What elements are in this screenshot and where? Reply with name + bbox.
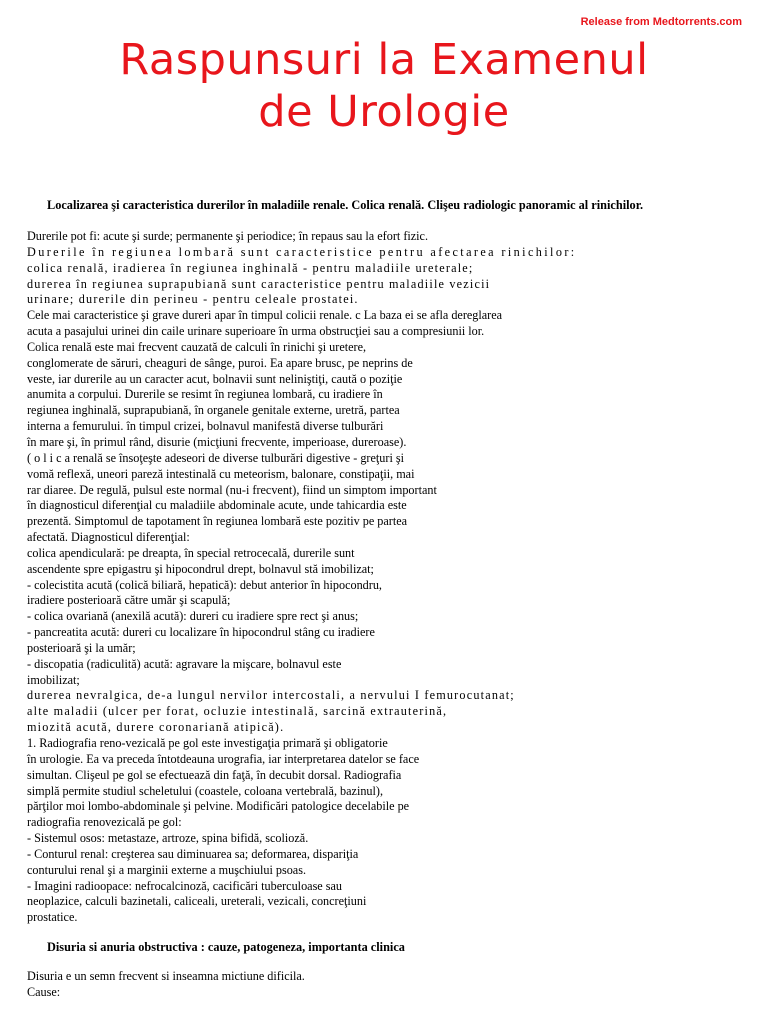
- text-line: durerea în regiunea suprapubiană sunt caracteristice pentru maladiile vezicii: [27, 276, 491, 291]
- text-line: interna a femurului. în timpul crizei, bolnavul manifestă diverse tulburări: [27, 419, 384, 434]
- text-line: conglomerate de săruri, cheaguri de sânge, puroi. Ea apare brusc, pe neprins de: [27, 355, 413, 370]
- section-heading: Disuria si anuria obstructiva : cauze, patogeneza, importanta clinica: [47, 940, 405, 955]
- text-line: acuta a pasajului urinei din caile urinare superioare în urma obstrucţiei sau a compresiunii lor.: [27, 324, 485, 339]
- text-line: Disuria e un semn frecvent si inseamna mictiune dificila.: [27, 969, 305, 984]
- text-line: ascendente spre epigastru şi hipocondrul drept, bolnavul stă imobilizat;: [27, 561, 374, 576]
- text-line: - discopatia (radiculită) acută: agravare la mişcare, bolnavul este: [27, 656, 342, 671]
- text-line: - colecistita acută (colică biliară, hepatică): debut anterior în hipocondru,: [27, 577, 382, 592]
- text-line: colica apendiculară: pe dreapta, în special retrocecală, durerile sunt: [27, 545, 355, 560]
- text-line: imobilizat;: [27, 672, 80, 687]
- text-line: ( o l i c a renală se însoţeşte adeseori de diverse tulburări digestive - greţuri şi: [27, 450, 405, 465]
- text-line: prezentă. Simptomul de tapotament în regiunea lombară este pozitiv pe partea: [27, 514, 408, 529]
- text-line: Durerile pot fi: acute şi surde; permanente şi periodice; în repaus sau la efort fizic.: [27, 229, 429, 243]
- document-body: [27, 198, 747, 1001]
- text-line: miozită acută, durere coronariană atipică).: [27, 720, 285, 735]
- title-line-1: Raspunsuri la Examenul: [119, 35, 649, 85]
- text-line: Cause:: [27, 984, 61, 999]
- text-line: prostatice.: [27, 910, 78, 925]
- text-line: - colica ovariană (anexilă acută): dureri cu iradiere spre rect şi anus;: [27, 609, 359, 624]
- text-line: - Conturul renal: creşterea sau diminuarea sa; deformarea, dispariţia: [27, 846, 359, 861]
- text-line: - Imagini radioopace: nefrocalcinoză, cacificări tuberculoase sau: [27, 878, 343, 893]
- text-line: colica renală, iradierea în regiunea inghinală - pentru maladiile ureterale;: [27, 260, 474, 275]
- text-line: durerea nevralgica, de-a lungul nervilor intercostali, a nervului I femurocutanat;: [27, 688, 515, 703]
- text-line: anumita a corpului. Durerile se resimt în regiunea lombară, cu iradiere în: [27, 387, 383, 402]
- text-line: în mare şi, în primul rând, disurie (micţiuni frecvente, imperioase, dureroase).: [27, 434, 407, 449]
- text-line: Cele mai caracteristice şi grave dureri apar în timpul colicii renale. c La baza ei se afla dereglarea: [27, 308, 503, 323]
- title-line-2: de Urologie: [258, 87, 510, 137]
- text-line: simplă permite studiul scheletului (coastele, coloana vertebrală, bazinul),: [27, 783, 384, 798]
- text-line: radiografia renovezicală pe gol:: [27, 815, 182, 830]
- document-title: [0, 34, 768, 138]
- text-line: în diagnosticul diferenţial cu maladiile abdominale acute, unde tahicardia este: [27, 498, 407, 513]
- section-heading: Localizarea şi caracteristica durerilor în maladiile renale. Colica renală. Clişeu radiologic panoramic al rinichilor.: [47, 198, 644, 212]
- text-line: conturului renal şi a marginii externe a muşchiului psoas.: [27, 862, 307, 877]
- text-line: - pancreatita acută: dureri cu localizare în hipocondrul stâng cu iradiere: [27, 625, 375, 640]
- text-line: simultan. Clişeul pe gol se efectuează din faţă, în decubit dorsal. Radiografia: [27, 767, 402, 782]
- text-line: alte maladii (ulcer per forat, ocluzie intestinală, sarcină extrauterină,: [27, 704, 448, 719]
- text-line: - Sistemul osos: metastaze, artroze, spina bifidă, scolioză.: [27, 831, 309, 846]
- text-line: neoplazice, calculi bazinetali, caliceali, ureterali, vezicali, concreţiuni: [27, 894, 367, 909]
- text-line: veste, iar durerile au un caracter acut, bolnavii sunt neliniştiţi, caută o poziţie: [27, 371, 403, 386]
- text-line: posterioară şi la umăr;: [27, 640, 136, 655]
- text-line: în urologie. Ea va preceda întotdeauna urografia, iar interpretarea datelor se face: [27, 751, 420, 766]
- text-line: Colica renală este mai frecvent cauzată de calculi în rinichi şi uretere,: [27, 339, 367, 354]
- text-line: afectată. Diagnosticul diferenţial:: [27, 530, 190, 545]
- text-line: iradiere posterioară către umăr şi scapulă;: [27, 593, 231, 608]
- text-line: Durerile în regiunea lombară sunt caracteristice pentru afectarea rinichilor:: [27, 244, 577, 259]
- release-watermark: Release from Medtorrents.com: [580, 16, 742, 28]
- text-line: urinare; durerile din perineu - pentru celeale prostatei.: [27, 292, 359, 307]
- text-line: vomă reflexă, uneori pareză intestinală cu meteorism, balonare, constipaţii, mai: [27, 466, 415, 481]
- text-line: rar diaree. De regulă, pulsul este normal (nu-i frecvent), fiind un simptom important: [27, 482, 437, 497]
- text-line: părţilor moi lombo-abdominale şi pelvine. Modificări patologice decelabile pe: [27, 799, 410, 814]
- text-line: regiunea inghinală, suprapubiană, în organele genitale externe, uretră, partea: [27, 403, 400, 418]
- text-line: 1. Radiografia reno-vezicală pe gol este investigaţia primară şi obligatorie: [27, 736, 388, 750]
